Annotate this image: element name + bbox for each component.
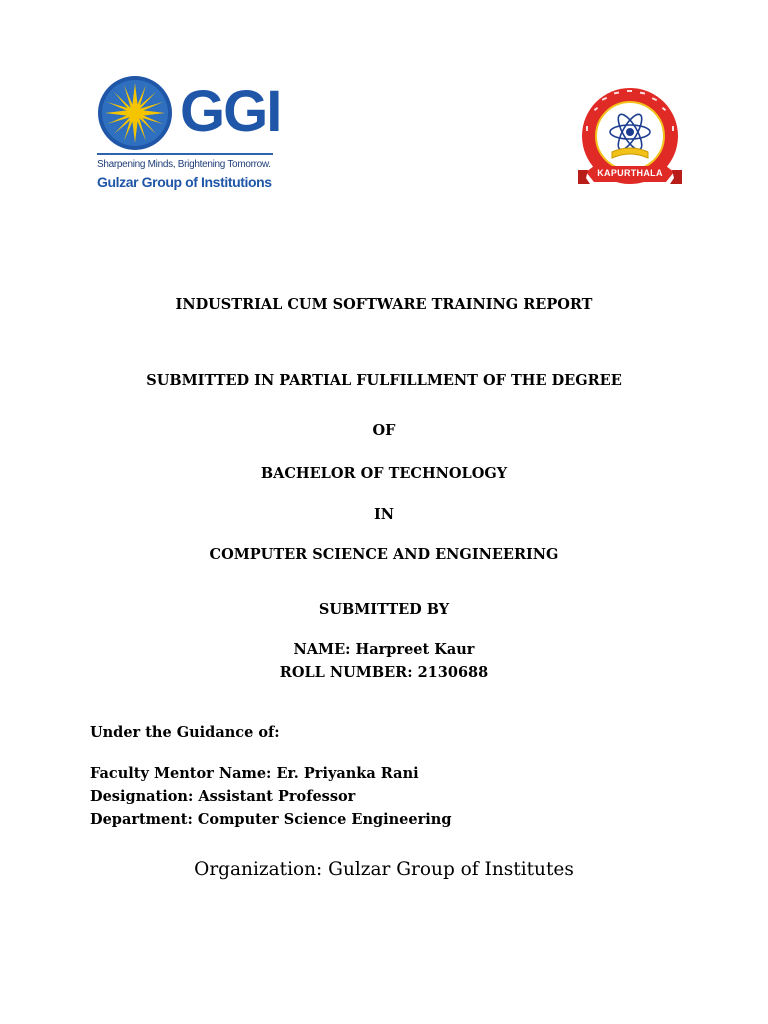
ggi-sun-icon: [97, 75, 179, 153]
university-seal-icon: [572, 86, 688, 198]
designation: Designation: Assistant Professor: [90, 788, 356, 805]
ggi-institution-name: Gulzar Group of Institutions: [97, 174, 272, 190]
ggi-logo: [97, 75, 281, 195]
ggi-tagline: Sharpening Minds, Brightening Tomorrow.: [97, 159, 271, 170]
in-line: IN: [373, 506, 395, 523]
seal-banner-text: KAPURTHALA: [597, 168, 663, 178]
degree-line: BACHELOR OF TECHNOLOGY: [260, 465, 508, 482]
student-name: NAME: Harpreet Kaur: [293, 641, 475, 658]
roll-number: ROLL NUMBER: 2130688: [279, 664, 489, 681]
department: Department: Computer Science Engineering: [90, 811, 452, 828]
divider: [97, 153, 273, 155]
guidance-heading: Under the Guidance of:: [90, 724, 280, 741]
faculty-mentor: Faculty Mentor Name: Er. Priyanka Rani: [90, 765, 419, 782]
submitted-line: SUBMITTED IN PARTIAL FULFILLMENT OF THE DEGREE: [146, 372, 622, 389]
submitted-by-line: SUBMITTED BY: [318, 601, 450, 618]
organization: Organization: Gulzar Group of Institutes: [194, 859, 574, 880]
of-line: OF: [372, 422, 396, 439]
report-title: INDUSTRIAL CUM SOFTWARE TRAINING REPORT: [175, 296, 593, 313]
ggi-wordmark: GGI: [180, 79, 281, 144]
branch-line: COMPUTER SCIENCE AND ENGINEERING: [209, 546, 559, 563]
university-seal: [572, 86, 688, 198]
